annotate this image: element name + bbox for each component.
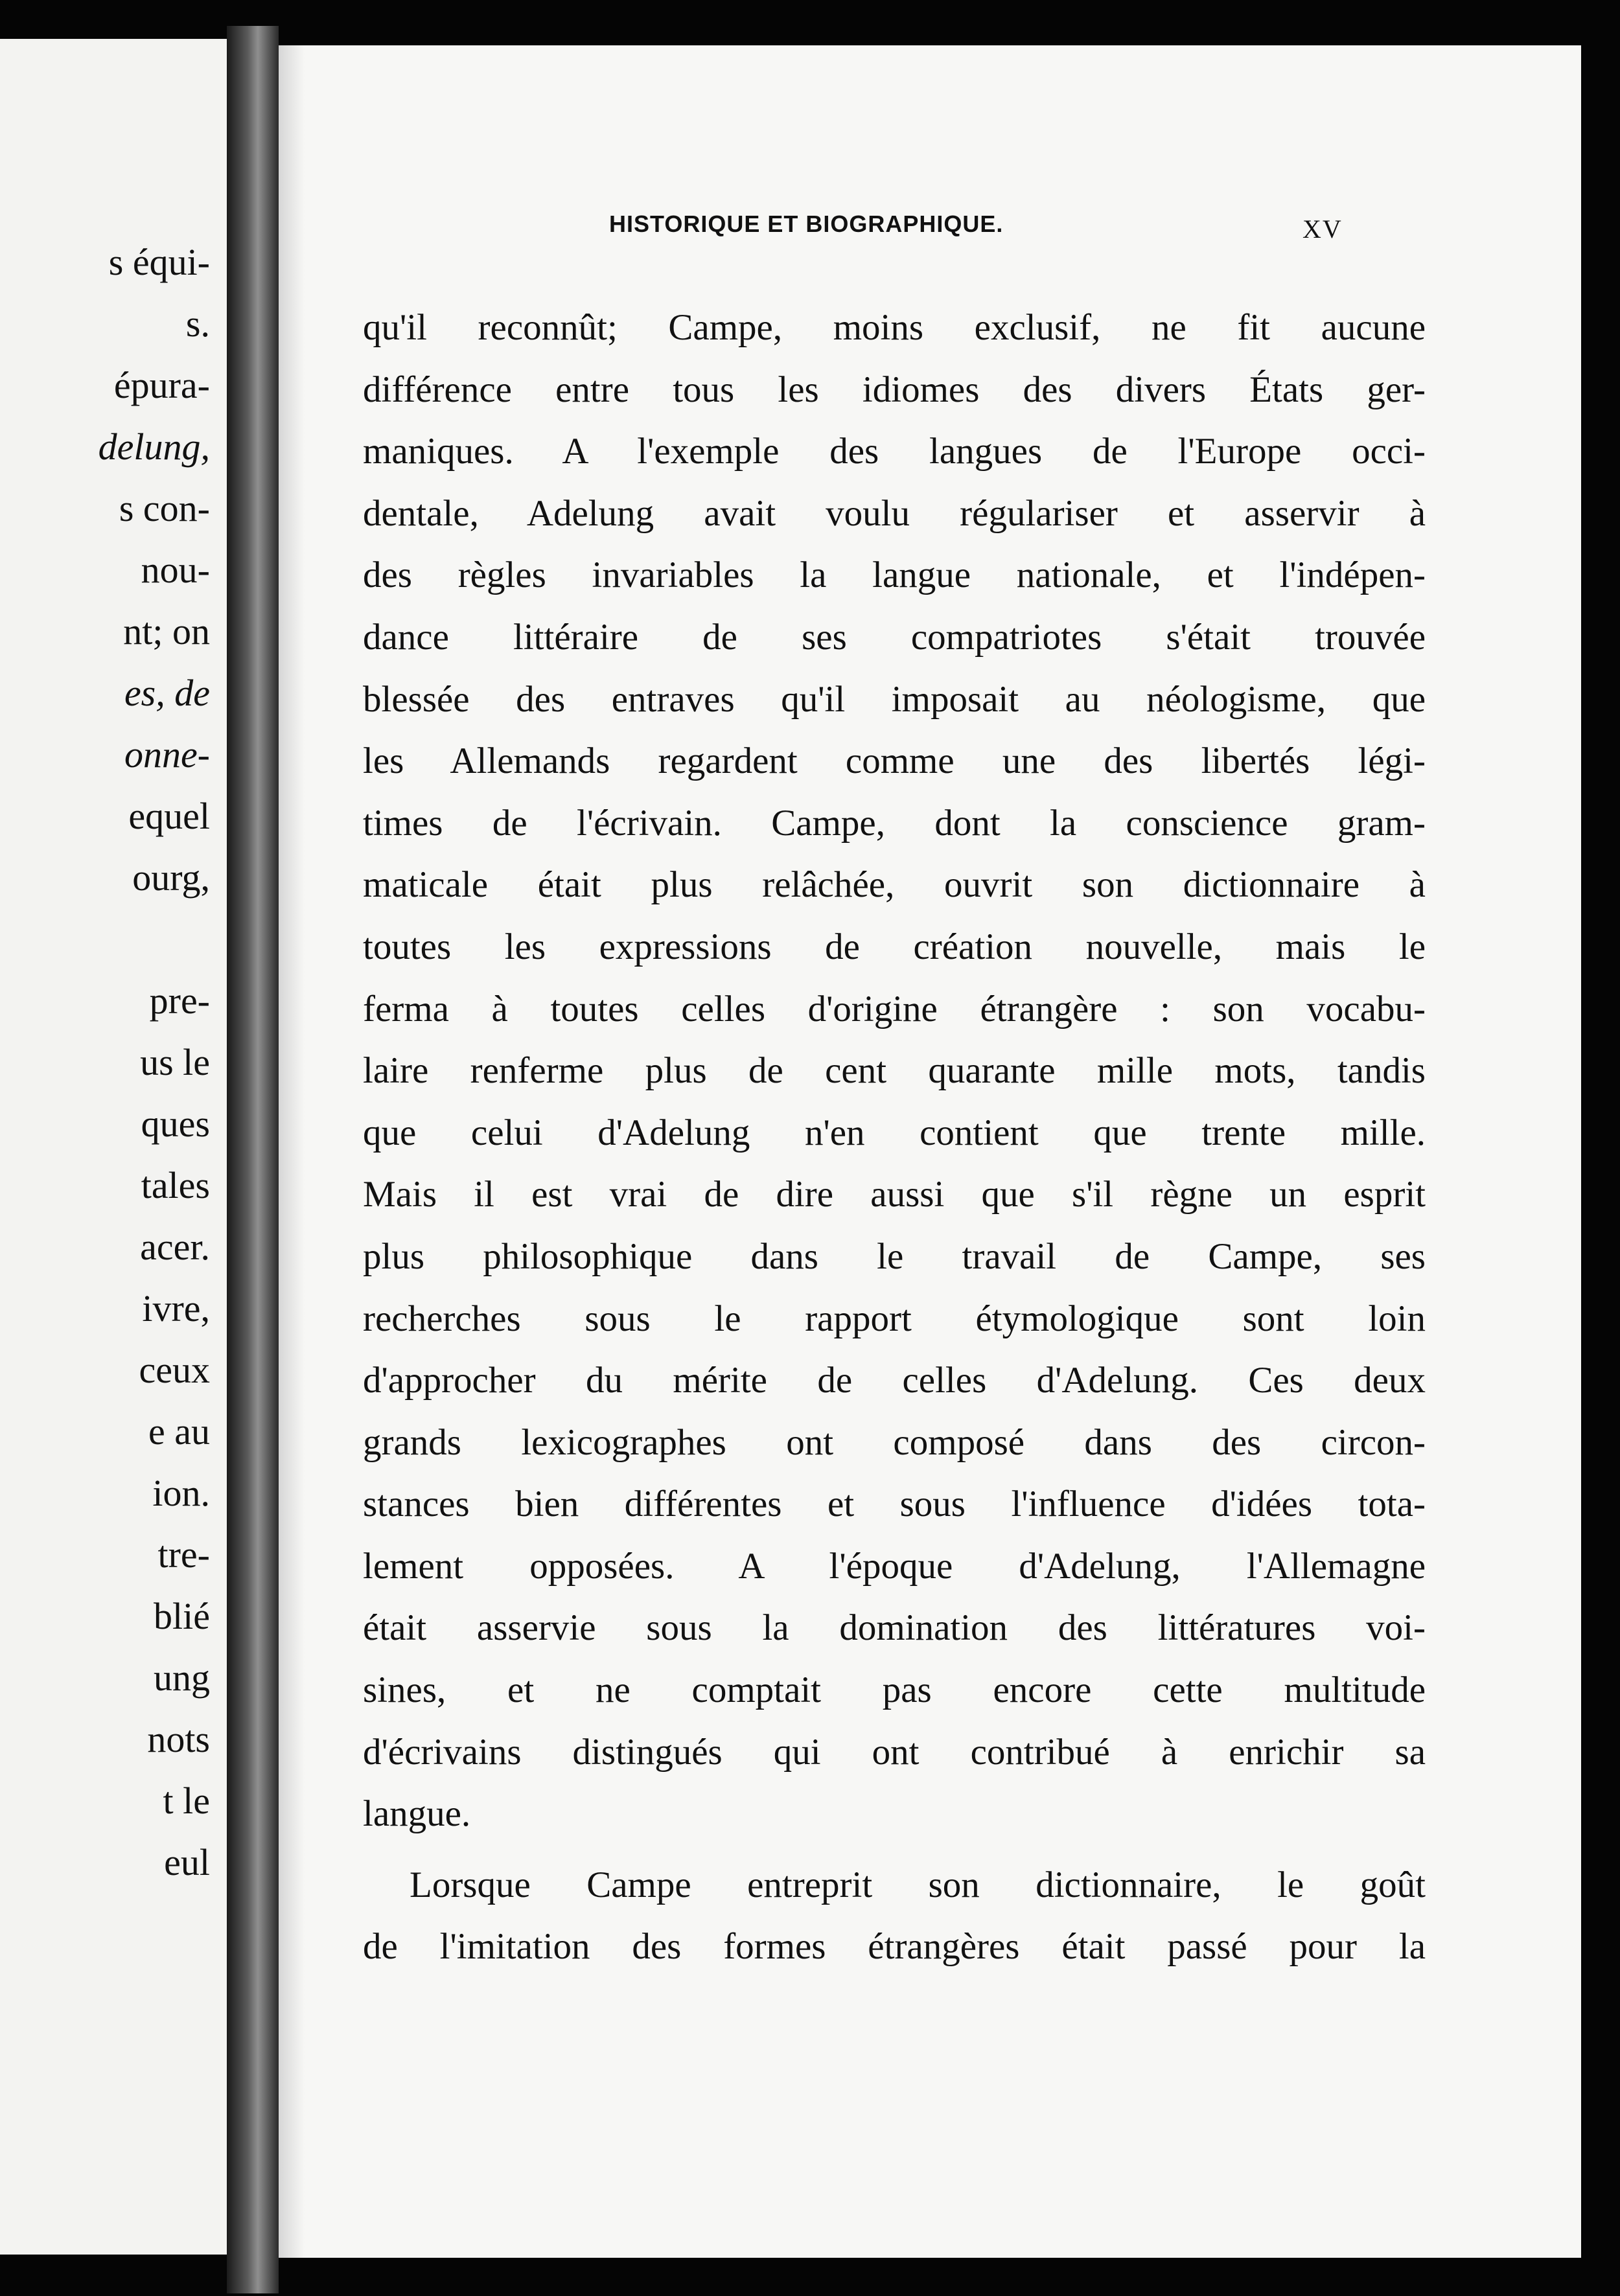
left-page-line: nou-: [141, 549, 210, 591]
text-line: lement opposées. A l'époque d'Adelung, l'Allemagne: [363, 1545, 1426, 1587]
text-line: plus philosophique dans le travail de Campe, ses: [363, 1235, 1426, 1277]
text-line: Lorsque Campe entreprit son dictionnaire, le goût: [410, 1864, 1426, 1905]
left-page-line: onne-: [124, 733, 210, 775]
left-page-line: t le: [163, 1780, 210, 1822]
left-page-line: delung,: [98, 426, 210, 468]
left-page-line: es, de: [124, 672, 210, 714]
left-page-line: ung: [154, 1657, 210, 1699]
text-line: que celui d'Adelung n'en contient que trente mille.: [363, 1112, 1426, 1153]
right-page: [279, 45, 1581, 2258]
text-line: maniques. A l'exemple des langues de l'Europe occi-: [363, 431, 1426, 472]
text-line: langue.: [363, 1793, 471, 1835]
left-page-line: blié: [154, 1595, 210, 1637]
text-line: de l'imitation des formes étrangères était passé pour la: [363, 1926, 1426, 1968]
left-page-line: s équi-: [108, 241, 210, 283]
left-page-line: equel: [128, 795, 210, 837]
text-line: d'approcher du mérite de celles d'Adelung. Ces deux: [363, 1360, 1426, 1401]
book-spine: [227, 26, 279, 2293]
left-page-line: s con-: [119, 487, 210, 529]
left-page-line: us le: [140, 1041, 210, 1083]
left-page-line: nt; on: [123, 610, 210, 652]
text-line: blessée des entraves qu'il imposait au néologisme, que: [363, 678, 1426, 720]
text-line: qu'il reconnût; Campe, moins exclusif, ne fit aucune: [363, 307, 1426, 348]
left-page: [0, 39, 227, 2255]
text-line: dance littéraire de ses compatriotes s'était trouvée: [363, 616, 1426, 658]
left-page-line: ques: [141, 1103, 210, 1145]
text-line: maticale était plus relâchée, ouvrit son dictionnaire à: [363, 864, 1426, 906]
text-line: dentale, Adelung avait voulu régulariser et asservir à: [363, 492, 1426, 534]
text-line: stances bien différentes et sous l'influence d'idées tota-: [363, 1484, 1426, 1525]
page-gutter-shadow: [279, 45, 305, 2258]
page-number: XV: [1302, 214, 1343, 244]
running-head: HISTORIQUE ET BIOGRAPHIQUE.: [609, 211, 1004, 237]
left-page-line: ivre,: [142, 1287, 210, 1329]
body-text: [363, 297, 1426, 1978]
text-line: différence entre tous les idiomes des divers États ger-: [363, 369, 1426, 410]
left-page-line: e au: [148, 1410, 210, 1452]
left-page-line: eul: [164, 1841, 210, 1883]
text-line: les Allemands regardent comme une des libertés légi-: [363, 740, 1426, 782]
left-page-line: tre-: [157, 1533, 210, 1576]
text-line: sines, et ne comptait pas encore cette multitude: [363, 1670, 1426, 1711]
text-line: ferma à toutes celles d'origine étrangère : son vocabu-: [363, 988, 1426, 1029]
text-line: toutes les expressions de création nouvelle, mais le: [363, 926, 1426, 967]
left-page-line: nots: [147, 1718, 210, 1760]
left-page-line: s.: [185, 303, 210, 345]
left-page-line: ceux: [139, 1349, 210, 1391]
left-page-line: ourg,: [132, 856, 210, 899]
text-line: recherches sous le rapport étymologique sont loin: [363, 1298, 1426, 1339]
text-line: laire renferme plus de cent quarante mille mots, tandis: [363, 1050, 1426, 1092]
text-line: Mais il est vrai de dire aussi que s'il règne un esprit: [363, 1174, 1426, 1215]
text-line: d'écrivains distingués qui ont contribué à enrichir sa: [363, 1731, 1426, 1773]
left-page-line: ion.: [152, 1472, 210, 1514]
text-line: times de l'écrivain. Campe, dont la conscience gram-: [363, 802, 1426, 844]
left-page-line: acer.: [140, 1226, 210, 1268]
left-page-line: pre-: [149, 980, 210, 1022]
text-line: grands lexicographes ont composé dans des circon-: [363, 1421, 1426, 1463]
text-line: des règles invariables la langue nationale, et l'indépen-: [363, 555, 1426, 596]
text-line: était asservie sous la domination des littératures voi-: [363, 1607, 1426, 1649]
left-page-line: tales: [141, 1164, 210, 1206]
left-page-line: épura-: [113, 364, 210, 406]
